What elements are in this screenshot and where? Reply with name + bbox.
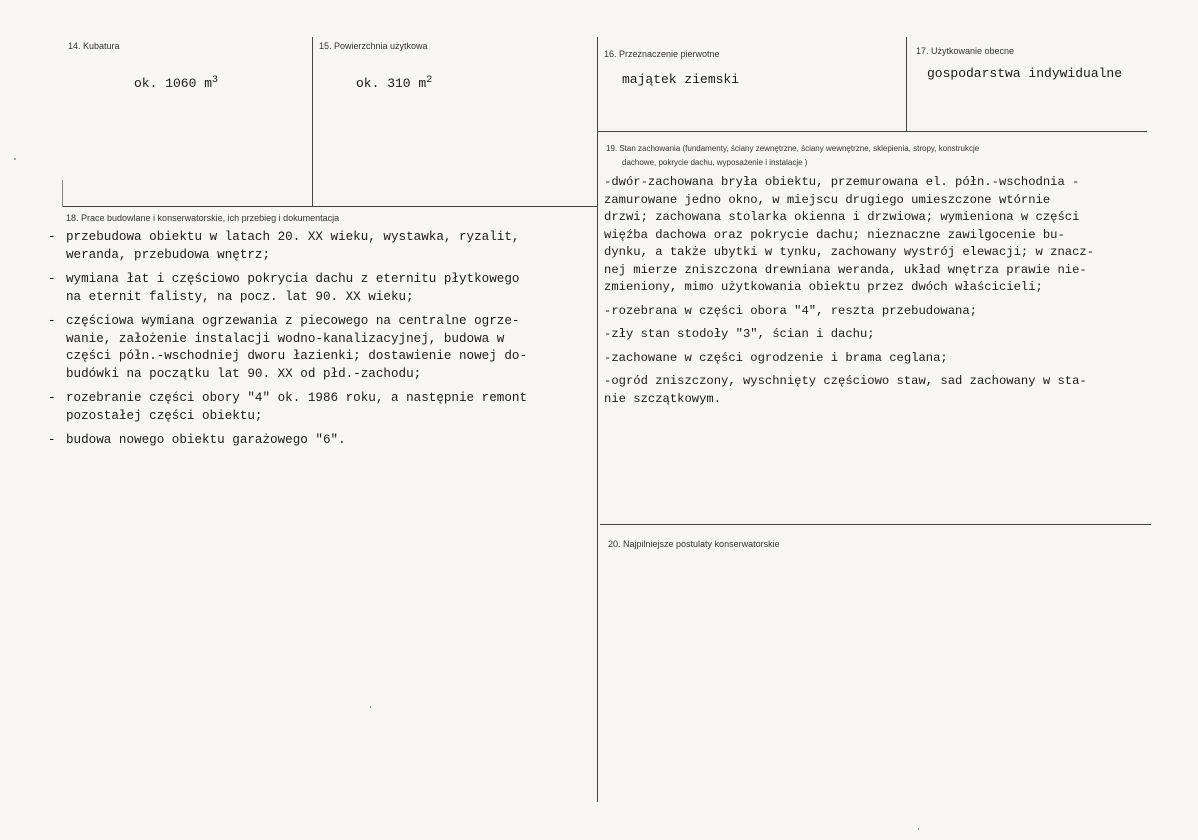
field-14-label: 14. Kubatura — [68, 41, 120, 51]
scan-speck — [370, 706, 371, 708]
item-line: przebudowa obiektu w latach 20. XX wieku, wystawka, ryzalit, — [66, 230, 520, 244]
item-line: na eternit falisty, na pocz. lat 90. XX wieku; — [66, 289, 414, 304]
rule-vertical-main — [597, 37, 598, 802]
field-18-item — [48, 432, 593, 450]
rule-vertical-14-left — [62, 180, 63, 207]
field-20-label: 20. Najpilniejsze postulaty konserwatorskie — [608, 539, 780, 549]
rule-vertical-16-17 — [906, 37, 907, 131]
item-line: dynku, a także ubytki w tynku, zachowany wystrój elewacji; w znacz- — [604, 245, 1095, 259]
field-18-item — [48, 271, 593, 306]
field-17-value: gospodarstwa indywidualne — [927, 66, 1123, 81]
field-19-label-line1: 19. Stan zachowania (fundamenty, ściany zewnętrzne, ściany wewnętrzne, sklepienia, stropy, konstrukcje — [606, 144, 980, 153]
item-line: zmieniony, mimo użytkowania obiektu przez dwóch właścicieli; — [604, 280, 1043, 294]
field-14-value — [134, 75, 218, 91]
item-line: nej mierze zniszczona drewniana weranda, układ wnętrza prawie nie- — [604, 262, 1087, 277]
scan-speck — [918, 828, 919, 830]
item-line: wymiana łat i częściowo pokrycia dachu z eternitu płytkowego — [66, 272, 520, 286]
item-line: rozebranie części obory "4" ok. 1986 roku, a następnie remont — [66, 391, 528, 405]
field-16-value: majątek ziemski — [622, 72, 740, 87]
field-15-value-text: ok. 310 m — [356, 76, 427, 91]
field-17-label: 17. Użytkowanie obecne — [916, 46, 1015, 56]
item-line: nie szczątkowym. — [604, 391, 722, 406]
item-dash: - — [48, 230, 56, 244]
field-18-item — [48, 229, 593, 264]
item-line: budowa nowego obiektu garażowego "6". — [66, 433, 346, 447]
field-16-label: 16. Przeznaczenie pierwotne — [604, 49, 720, 59]
item-line: -ogród zniszczony, wyschnięty częściowo staw, sad zachowany w sta- — [604, 374, 1087, 388]
item-dash: - — [48, 391, 56, 405]
item-line: weranda, przebudowa wnętrz; — [66, 247, 271, 262]
field-14-value-text: ok. 1060 m — [134, 76, 213, 91]
field-19-item — [604, 373, 1149, 408]
item-line: -zachowane w części ogrodzenie i brama ceglana; — [604, 350, 948, 365]
rule-horizontal-18-top — [62, 206, 598, 207]
item-line: -rozebrana w części obora "4", reszta przebudowana; — [604, 303, 977, 318]
item-line: budówki na początku lat 90. XX od płd.-zachodu; — [66, 366, 422, 381]
field-14-unit-sup: 3 — [212, 75, 219, 86]
field-19-item — [604, 303, 1149, 321]
item-line: zamurowane jedno okno, w miejscu drugiego umieszczone wtórnie — [604, 192, 1051, 207]
item-line: -zły stan stodoły "3", ścian i dachu; — [604, 327, 875, 341]
item-line: pozostałej części obiektu; — [66, 408, 263, 423]
item-dash: - — [48, 272, 56, 286]
field-19-item — [604, 326, 1149, 344]
rule-horizontal-20-top — [600, 524, 1151, 525]
item-line: części półn.-wschodniej dworu łazienki; dostawienie nowej do- — [66, 349, 528, 363]
field-19-item — [604, 174, 1149, 297]
field-15-unit-sup: 2 — [426, 75, 433, 86]
rule-horizontal-19-top — [597, 131, 1147, 132]
item-line: wanie, założenie instalacji wodno-kanalizacyjnej, budowa w — [66, 331, 505, 346]
item-dash: - — [48, 314, 56, 328]
field-15-label: 15. Powierzchnia użytkowa — [319, 41, 428, 51]
field-18-list — [48, 229, 593, 457]
item-line: częściowa wymiana ogrzewania z piecowego na centralne ogrze- — [66, 314, 520, 328]
field-19-item — [604, 350, 1149, 368]
item-line: drzwi; zachowana stolarka okienna i drzwiowa; wymieniona w części — [604, 210, 1080, 224]
field-18-item — [48, 313, 593, 383]
rule-vertical-14-15 — [312, 37, 313, 207]
scan-speck — [14, 158, 16, 160]
field-18-item — [48, 390, 593, 425]
field-15-value — [356, 75, 432, 91]
item-line: -dwór-zachowana bryła obiektu, przemurowana el. półn.-wschodnia - — [604, 175, 1080, 189]
field-19-list — [604, 174, 1149, 414]
item-dash: - — [48, 433, 56, 447]
item-line: więźba dachowa oraz pokrycie dachu; nieznaczne zawilgocenie bu- — [604, 227, 1065, 242]
field-19-label-line2: dachowe, pokrycie dachu, wyposażenie i instalacje ) — [622, 158, 808, 167]
field-18-label: 18. Prace budowlane i konserwatorskie, ich przebieg i dokumentacja — [66, 213, 340, 223]
